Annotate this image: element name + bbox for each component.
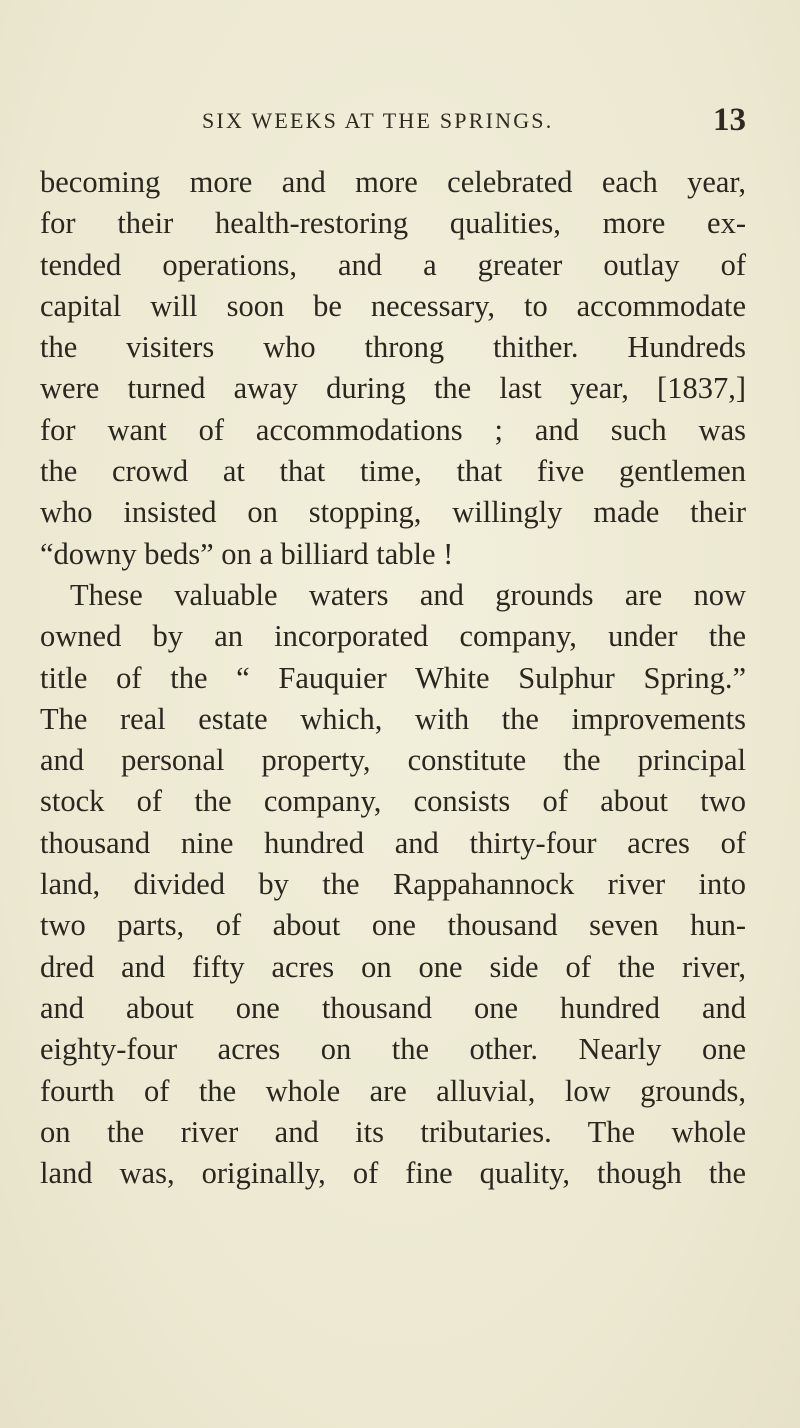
text-line-paragraph-start: These valuable waters and grounds are now xyxy=(70,577,746,612)
text-line: the crowd at that time, that five gentlemen xyxy=(40,454,746,489)
text-line: for want of accommodations ; and such was xyxy=(40,412,746,447)
text-line: dred and fifty acres on one side of the river, xyxy=(40,949,746,984)
text-line: the visiters who throng thither. Hundreds xyxy=(40,330,746,365)
text-line: fourth of the whole are alluvial, low grounds, xyxy=(40,1073,746,1108)
page-number: 13 xyxy=(713,102,746,138)
text-line: and about one thousand one hundred and xyxy=(40,990,746,1025)
text-line: capital will soon be necessary, to accommodate xyxy=(40,288,746,323)
text-line: thousand nine hundred and thirty-four acres of xyxy=(40,825,746,860)
text-line-paragraph-end: “downy beds” on a billiard table ! xyxy=(40,536,454,571)
text-line: two parts, of about one thousand seven hun- xyxy=(40,908,746,943)
text-line: land was, originally, of fine quality, though the xyxy=(40,1156,746,1191)
text-line: were turned away during the last year, [1837,] xyxy=(40,371,746,406)
text-line: stock of the company, consists of about two xyxy=(40,784,746,819)
text-line: land, divided by the Rappahannock river into xyxy=(40,867,746,902)
running-head xyxy=(40,102,746,138)
text-line: and personal property, constitute the principal xyxy=(40,743,746,778)
text-line: title of the “ Fauquier White Sulphur Spring.” xyxy=(40,660,746,695)
text-line: owned by an incorporated company, under the xyxy=(40,619,746,654)
body-text xyxy=(40,162,746,1194)
text-line: on the river and its tributaries. The whole xyxy=(40,1114,746,1149)
text-line: eighty-four acres on the other. Nearly one xyxy=(40,1032,746,1067)
text-line: becoming more and more celebrated each year, xyxy=(40,165,746,199)
text-line: who insisted on stopping, willingly made their xyxy=(40,495,746,530)
running-title: SIX WEEKS AT THE SPRINGS. xyxy=(202,108,554,133)
text-line: tended operations, and a greater outlay of xyxy=(40,247,746,282)
text-line: for their health-restoring qualities, more ex- xyxy=(40,206,746,241)
text-line: The real estate which, with the improvements xyxy=(40,701,746,736)
